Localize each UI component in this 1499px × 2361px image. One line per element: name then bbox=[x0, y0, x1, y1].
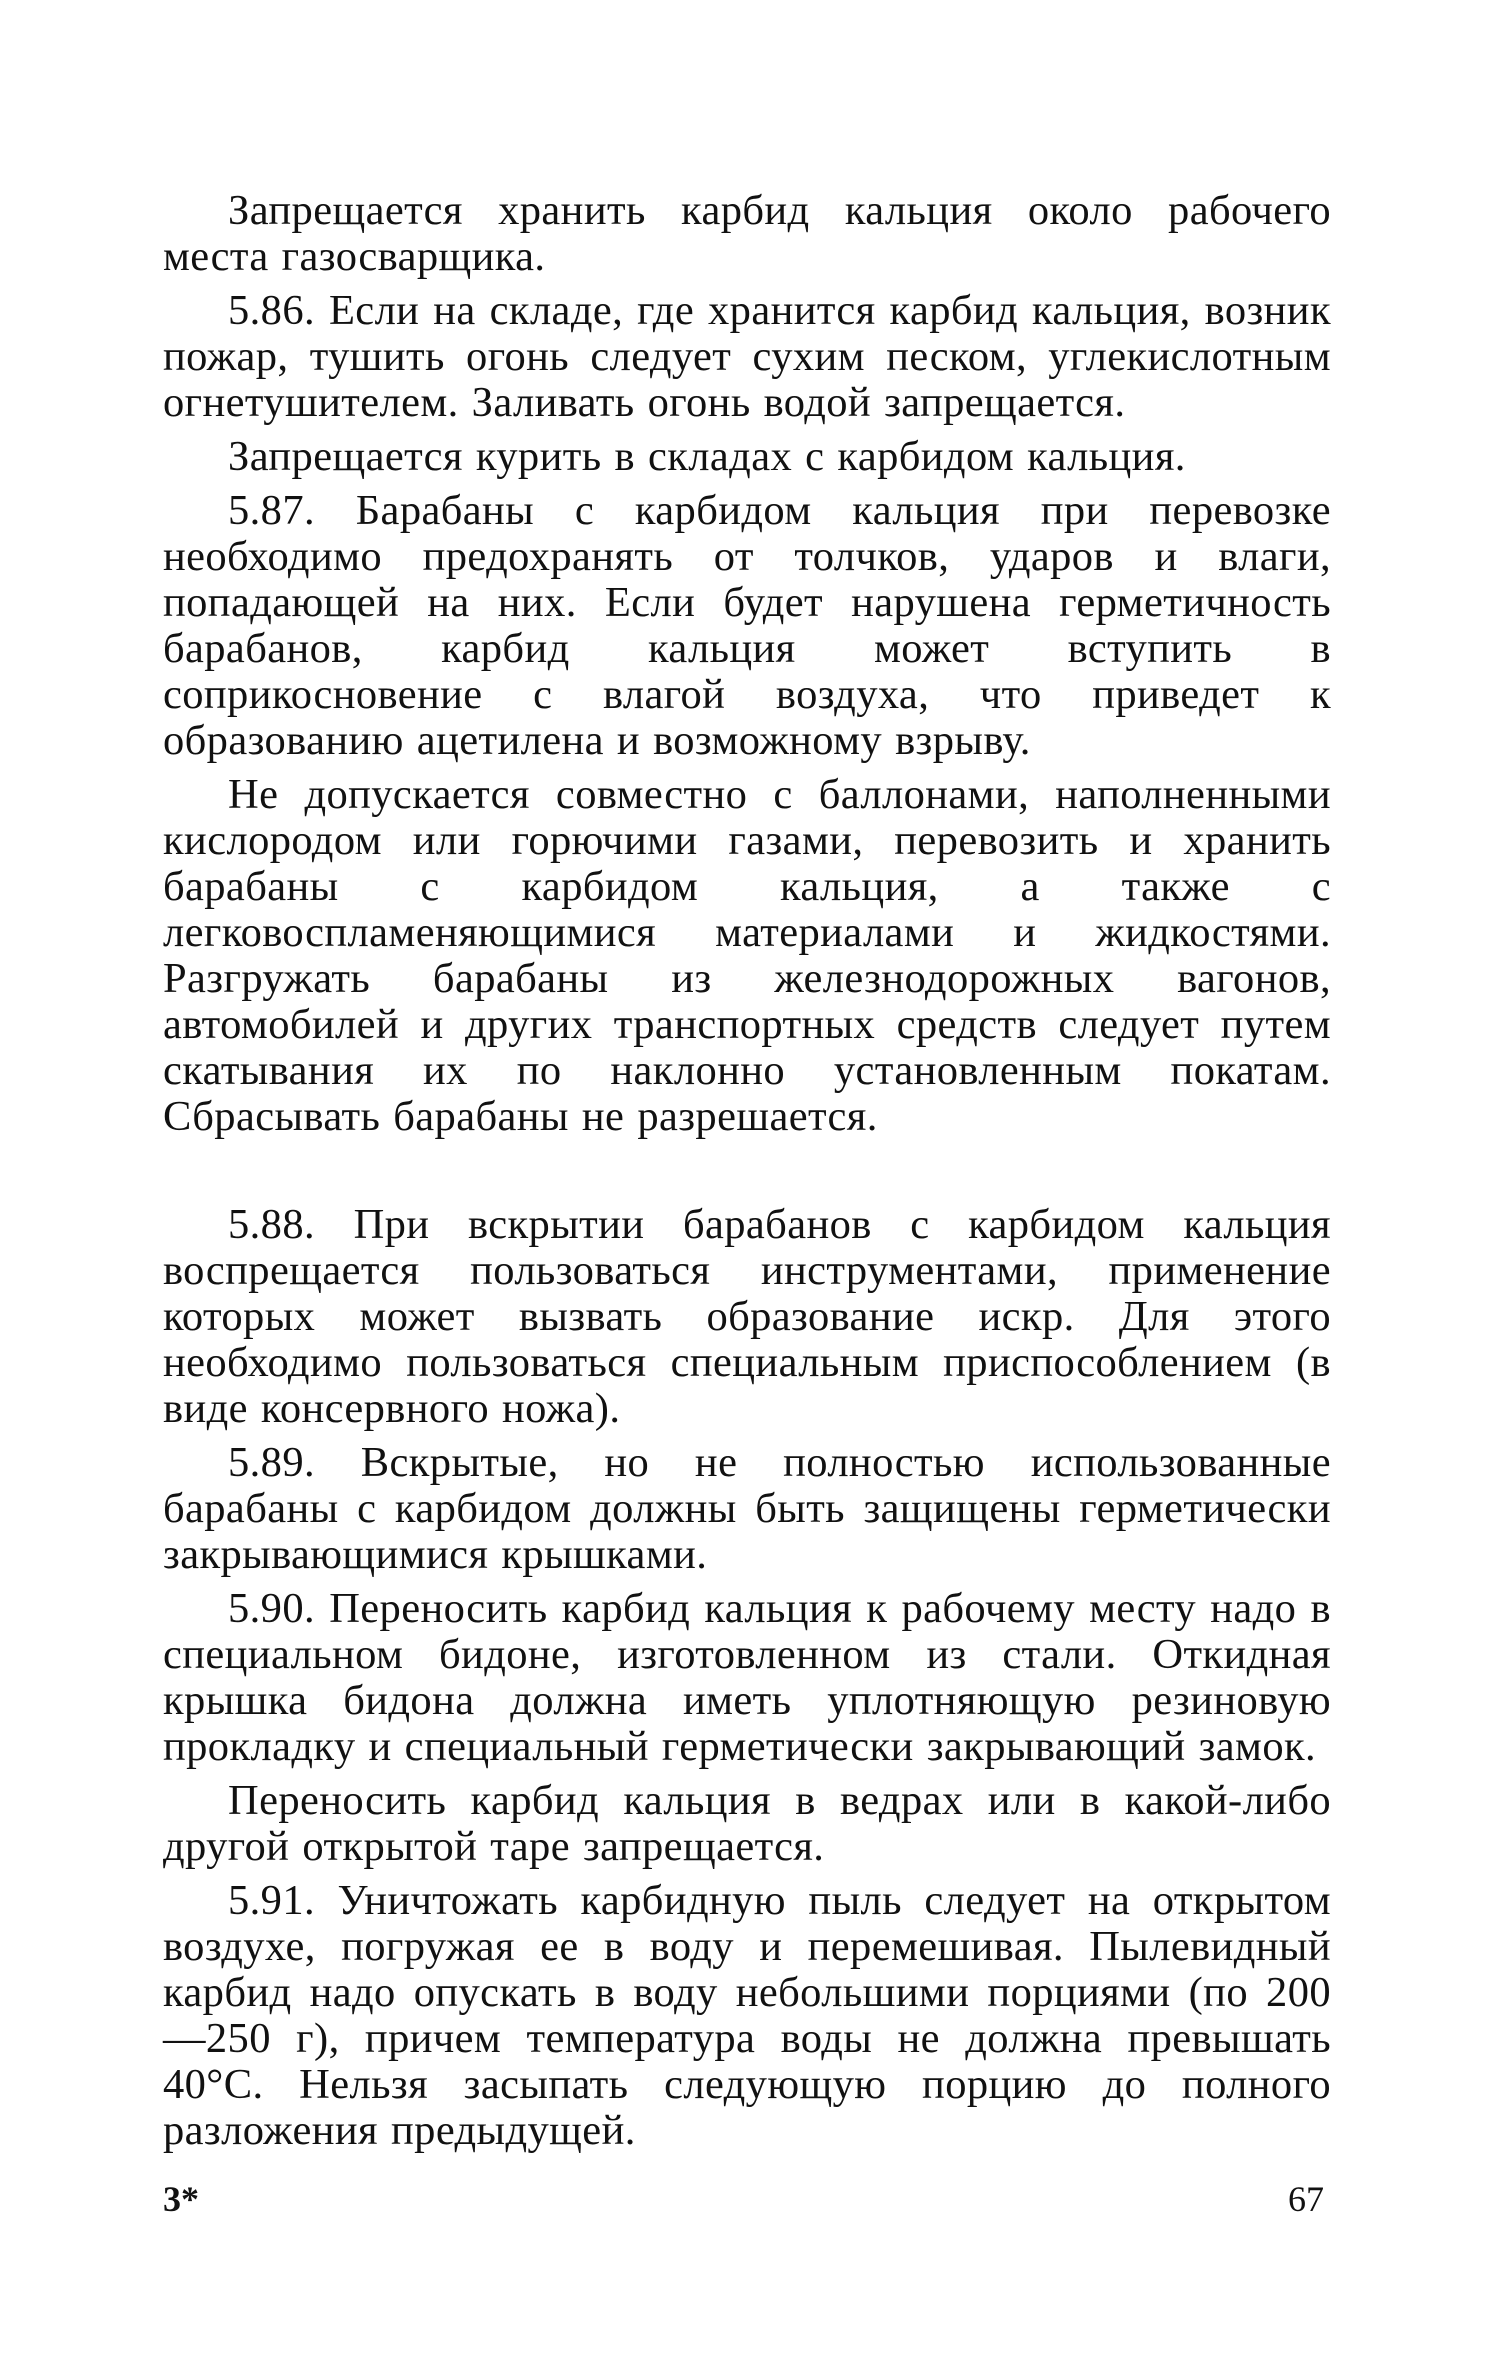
paragraph-5-88: 5.88. При вскрытии барабанов с карбидом кальция воспрещается пользоваться инструментами, применение которых может вызвать образование искр. Для этого необходимо пользоваться специальным приспособлением (в виде консервного ножа). bbox=[163, 1201, 1331, 1432]
signature-mark: 3* bbox=[163, 2179, 199, 2219]
paragraph-5-90: 5.90. Переносить карбид кальция к рабочему месту надо в специальном бидоне, изготовленном из стали. Откидная крышка бидона должна иметь уплотняющую резиновую прокладку и специальный герметически закрывающий замок. bbox=[163, 1585, 1331, 1770]
paragraph-5-91: 5.91. Уничтожать карбидную пыль следует на открытом воздухе, погружая ее в воду и перемешивая. Пылевидный карбид надо опускать в воду небольшими порциями (по 200—250 г), причем температура воды не должна превышать 40°С. Нельзя засыпать следующую порцию до полного разложения предыдущей. bbox=[163, 1877, 1331, 2154]
paragraph-5-86: 5.86. Если на складе, где хранится карбид кальция, возник пожар, тушить огонь следует сухим песком, углекислотным огнетушителем. Заливать огонь водой запрещается. bbox=[163, 287, 1331, 426]
page-number: 67 bbox=[1288, 2179, 1324, 2219]
paragraph-5-87: 5.87. Барабаны с карбидом кальция при перевозке необходимо предохранять от толчков, ударов и влаги, попадающей на них. Если будет нарушена герметичность барабанов, карбид кальция может вступить в соприкосновение с влагой воздуха, что приведет к образованию ацетилена и возможному взрыву. bbox=[163, 487, 1331, 764]
paragraph-storage-near-workplace: Запрещается хранить карбид кальция около рабочего места газосварщика. bbox=[163, 187, 1331, 280]
body-text bbox=[163, 188, 1331, 2162]
paragraph-open-container-ban: Переносить карбид кальция в ведрах или в какой-либо другой открытой таре запрещается. bbox=[163, 1777, 1331, 1870]
paragraph-transport-restrictions: Не допускается совместно с баллонами, наполненными кислородом или горючими газами, перевозить и хранить барабаны с карбидом кальция, а также с легковоспламеняющимися материалами и жидкостями. Разгружать барабаны из железнодорожных вагонов, автомобилей и других транспортных средств следует путем скатывания их по наклонно установленным покатам. Сбрасывать барабаны не разрешается. bbox=[163, 771, 1331, 1140]
paragraph-no-smoking: Запрещается курить в складах с карбидом кальция. bbox=[228, 433, 1186, 480]
paragraph-5-89: 5.89. Вскрытые, но не полностью использованные барабаны с карбидом должны быть защищены герметически закрывающимися крышками. bbox=[163, 1439, 1331, 1578]
